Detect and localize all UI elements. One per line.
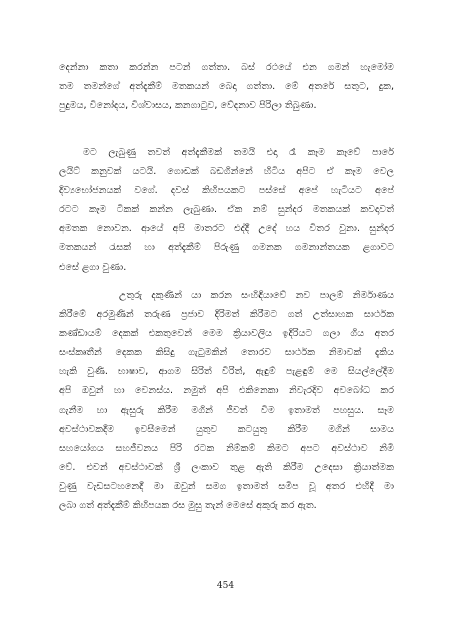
paragraph-3 (59, 286, 394, 515)
paragraph-2 (59, 143, 394, 277)
paragraph-line: ලබා ගත් අත්දැකීම් කිහිපයක රස මුසු තැන් මෙසේ අකුරු කර ඇත. (59, 500, 317, 512)
paragraph-line: ලයිට් කනුවක් යටයි. ගොඩක් බඩගින්නේ හිටිය අපිට ඒ කෑම වෙල (59, 166, 394, 178)
paragraph-1 (59, 58, 394, 115)
paragraph-line: දෙන්නා කතා කරන්න පටන් ගත්තා. බස් රථයේ එන ගමන් හැමෝම (59, 62, 394, 73)
paragraph-line: අපි ඔවුන් හා වෙනස්ය. නමුත් අපි එකිනෙකා නිවැරදිව අවබෝධ කර (59, 385, 394, 397)
paragraph-line: මට ලැබුණු තවත් අත්දැකීමක් තමයි එදා රෑ කෑම කෑවේ පාරේ (83, 147, 394, 158)
paragraph-line: කිරීමේ අරමුණින් තරුණ ප්‍රජාව දිරිමත් කිරීමට ගත් උත්සාහක සාර්ථක (59, 309, 394, 321)
paragraph-line: සංස්කෘතීන් දෙකක කිසිදු ගැටුමකින් තොරව සාර්ථක නිමාවක් දැකිය (59, 347, 394, 359)
paragraph-line: තම තමන්ගේ අත්දැකීම් මතකයන් බෙදා ගත්තා. මේ අතරේ සතුට, දුක, (59, 81, 394, 93)
paragraph-line: උතුරු දකුණින් යා කරන සංහිඳියාවේ නව පාලම් නිර්මාණය (119, 290, 394, 301)
paragraph-line: එසේ ළගා වුණා. (59, 261, 127, 273)
paragraph-line: අමතක නොවන. ආයේ අපි මාතරට එද්දී උදේ හය විතර වුනා. සුන්දර (59, 223, 394, 235)
paragraph-line: මතකයන් රැසක් හා අත්දැකීම් පිරුණු ගමනක ගමනාන්තයක ළගාවට (59, 242, 394, 254)
paragraph-line: සහයෝගය සහජීවනය පිරි රටක නිම්කම් කිමට අපට අවස්ථාව නිමි (59, 442, 394, 454)
paragraph-line: කණ්ඩායම් දෙකක් එකතුවෙන් මෙම ක්‍රියාවලිය ඉදිරියට ගලා ගිය අතර (59, 328, 394, 340)
paragraph-line: දිව්‍යභෝජනයක් වගේ. දවස් කිහිපයකට පස්සේ අපේ හැටියට අපේ (59, 185, 394, 197)
paragraph-line: වුණු වැඩසටහනෙදී මා ඔවුන් සමග ඉතාමත් සමීප වූ අතර එහිදී මා (59, 480, 394, 492)
paragraph-line: ගැනීම හා ඇසුරු කිරීම මගින් ජීවත් වීම ඉතාමත් පහසුය. සෑම (59, 404, 394, 416)
paragraph-line: අවස්ථාවකදීම ඉවසීමෙන් යුතුව කටයුතු කිරීම මගින් සාමය (59, 423, 394, 435)
paragraph-line: හැකි වුණි. භාෂාව, ආගම සිරිත් විරිත්, ඇඳුම් පැළඳුම් මෙ සියල්ලේදීම (59, 366, 394, 378)
paragraph-line: පුදුමය, විනෝදය, විශ්වාසය, කනගාටුව, වේදනාව පිරිලා තිබුණා. (59, 100, 317, 112)
paragraph-line: වේ. එවන් අවස්ථාවක් ශ්‍රී ලංකාව තුළ ඇති කිරීම උදෙසා ක්‍රියාත්මක (59, 461, 394, 473)
paragraph-line: රටට කෑම ටිකක් කන්න ලැබුණා. ඒක නම් සුන්දර මතකයක් කවදාවත් (59, 204, 394, 216)
page-number: 454 (216, 581, 235, 591)
